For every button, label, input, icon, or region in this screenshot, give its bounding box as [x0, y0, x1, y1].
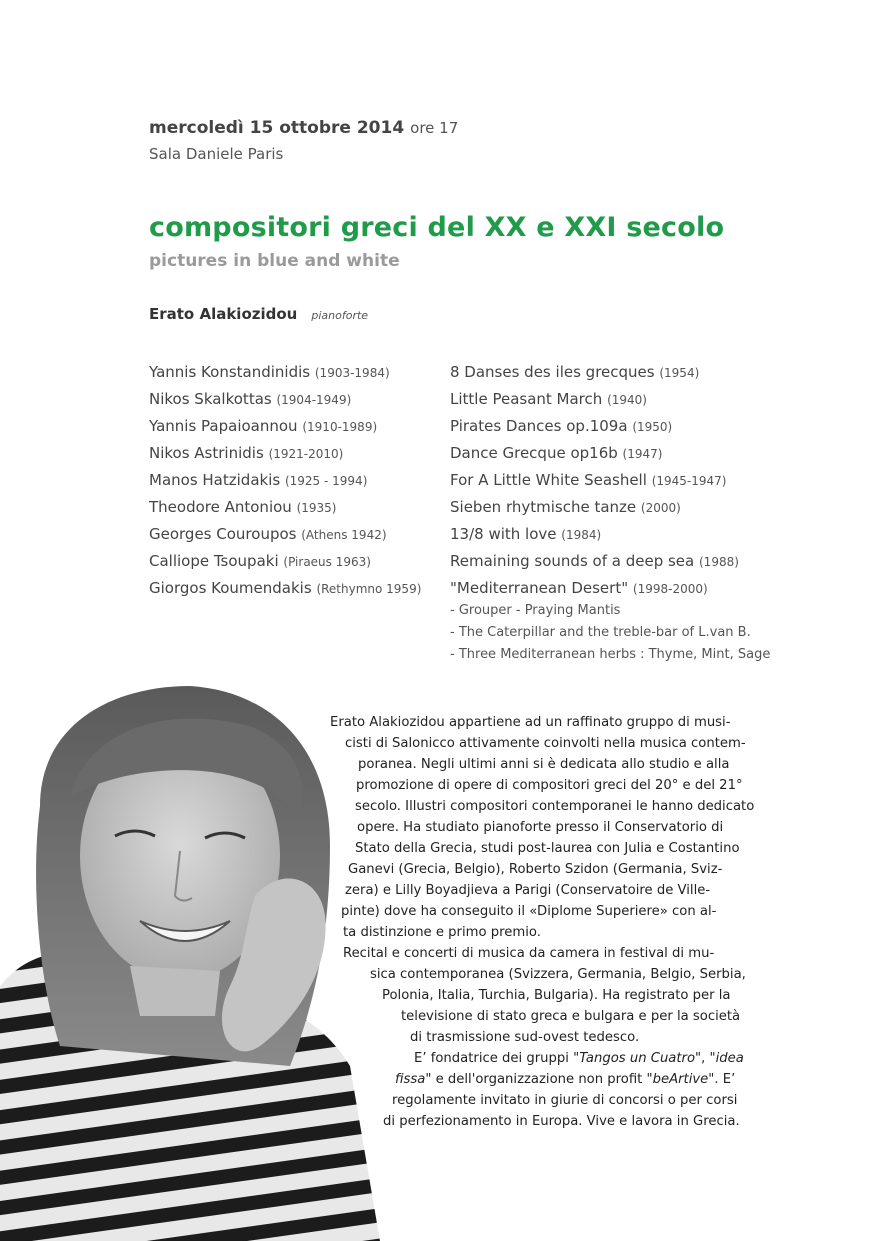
- program-row: [149, 417, 849, 444]
- bio-line: zera) e Lilly Boyadjieva a Parigi (Conservatoire de Ville-: [345, 883, 711, 898]
- concert-title: compositori greci del XX e XXI secolo: [149, 212, 725, 243]
- event-date-line: [149, 118, 458, 138]
- bio-line: regolamente invitato in giurie di concorsi o per corsi: [392, 1093, 738, 1108]
- composer-name: Manos Hatzidakis (1925 - 1994): [149, 471, 368, 489]
- bio-line: Stato della Grecia, studi post-laurea con Julia e Costantino: [355, 841, 740, 856]
- program-row: [149, 363, 849, 390]
- composer-name: Theodore Antoniou (1935): [149, 498, 337, 516]
- work-year: (1947): [622, 447, 663, 461]
- bio-line: opere. Ha studiato pianoforte presso il Conservatorio di: [357, 820, 724, 835]
- bio-line: di trasmissione sud-ovest tedesco.: [410, 1030, 640, 1045]
- work-title: 13/8 with love (1984): [450, 525, 602, 543]
- composer-name: Yannis Konstandinidis (1903-1984): [149, 363, 390, 381]
- work-movement: - Three Mediterranean herbs : Thyme, Mint, Sage: [450, 647, 771, 662]
- program-row: [149, 390, 849, 417]
- work-title: Dance Grecque op16b (1947): [450, 444, 663, 462]
- work-title: Remaining sounds of a deep sea (1988): [450, 552, 739, 570]
- bio-line: fissa" e dell'organizzazione non profit "beArtive". E’: [395, 1072, 736, 1087]
- composer-years: (Piraeus 1963): [283, 555, 371, 569]
- bio-line: televisione di stato greca e bulgara e per la società: [401, 1009, 741, 1024]
- bio-line: di perfezionamento in Europa. Vive e lavora in Grecia.: [383, 1114, 740, 1129]
- work-year: (1998-2000): [632, 582, 708, 596]
- bio-line: sica contemporanea (Svizzera, Germania, Belgio, Serbia,: [370, 967, 746, 982]
- program-row: [149, 552, 849, 579]
- composer-years: (1904-1949): [276, 393, 352, 407]
- program-row: [149, 498, 849, 525]
- event-time: ore 17: [410, 119, 459, 137]
- event-date: mercoledì 15 ottobre 2014: [149, 118, 405, 138]
- program-row: [149, 444, 849, 471]
- bio-line: Ganevi (Grecia, Belgio), Roberto Szidon (Germania, Sviz-: [348, 862, 723, 877]
- bio-line: secolo. Illustri compositori contemporanei le hanno dedicato: [355, 799, 755, 814]
- performer-line: [149, 305, 368, 323]
- composer-name: Nikos Skalkottas (1904-1949): [149, 390, 352, 408]
- work-movement: - Grouper - Praying Mantis: [450, 603, 621, 618]
- work-movement: - The Caterpillar and the treble-bar of L.van B.: [450, 625, 751, 640]
- work-title: For A Little White Seashell (1945-1947): [450, 471, 727, 489]
- program-row: [149, 525, 849, 552]
- composer-years: (1910-1989): [302, 420, 378, 434]
- composer-years: (Athens 1942): [301, 528, 387, 542]
- composer-years: (1925 - 1994): [284, 474, 368, 488]
- program-row: [149, 471, 849, 498]
- performer-instrument: pianoforte: [311, 309, 369, 322]
- concert-subtitle: pictures in blue and white: [149, 251, 400, 271]
- bio-line: poranea. Negli ultimi anni si è dedicata allo studio e alla: [358, 757, 730, 772]
- work-title: Pirates Dances op.109a (1950): [450, 417, 673, 435]
- performer-name: Erato Alakiozidou: [149, 305, 298, 323]
- work-year: (1950): [632, 420, 673, 434]
- work-title: "Mediterranean Desert" (1998-2000): [450, 579, 708, 597]
- composer-years: (1921-2010): [268, 447, 344, 461]
- bio-line: Recital e concerti di musica da camera in festival di mu-: [343, 946, 715, 961]
- performer-portrait: [0, 686, 390, 1241]
- work-year: (1988): [699, 555, 739, 569]
- bio-line: ta distinzione e primo premio.: [343, 925, 541, 940]
- work-year: (1984): [561, 528, 602, 542]
- work-year: (1940): [607, 393, 647, 407]
- bio-line: promozione di opere di compositori greci del 20° e del 21°: [356, 778, 743, 793]
- work-title: Little Peasant March (1940): [450, 390, 647, 408]
- bio-line: Polonia, Italia, Turchia, Bulgaria). Ha registrato per la: [382, 988, 731, 1003]
- bio-line: E’ fondatrice dei gruppi "Tangos un Cuatro", "idea: [414, 1051, 744, 1066]
- event-venue: Sala Daniele Paris: [149, 145, 284, 163]
- work-year: (2000): [640, 501, 681, 515]
- composer-years: (1903-1984): [314, 366, 390, 380]
- composer-name: Calliope Tsoupaki (Piraeus 1963): [149, 552, 371, 570]
- composer-name: Giorgos Koumendakis (Rethymno 1959): [149, 579, 422, 597]
- program-row: [149, 579, 849, 606]
- composer-name: Nikos Astrinidis (1921-2010): [149, 444, 344, 462]
- program-list: [149, 363, 849, 662]
- composer-years: (Rethymno 1959): [316, 582, 422, 596]
- bio-line: pinte) dove ha conseguito il «Diplome Superiere» con al-: [341, 904, 717, 919]
- composer-years: (1935): [296, 501, 337, 515]
- bio-line: Erato Alakiozidou appartiene ad un raffinato gruppo di musi-: [330, 715, 731, 730]
- bio-line: cisti di Salonicco attivamente coinvolti nella musica contem-: [345, 736, 746, 751]
- composer-name: Yannis Papaioannou (1910-1989): [149, 417, 378, 435]
- work-title: 8 Danses des iles grecques (1954): [450, 363, 700, 381]
- work-title: Sieben rhytmische tanze (2000): [450, 498, 681, 516]
- work-year: (1945-1947): [651, 474, 727, 488]
- work-year: (1954): [659, 366, 700, 380]
- composer-name: Georges Couroupos (Athens 1942): [149, 525, 387, 543]
